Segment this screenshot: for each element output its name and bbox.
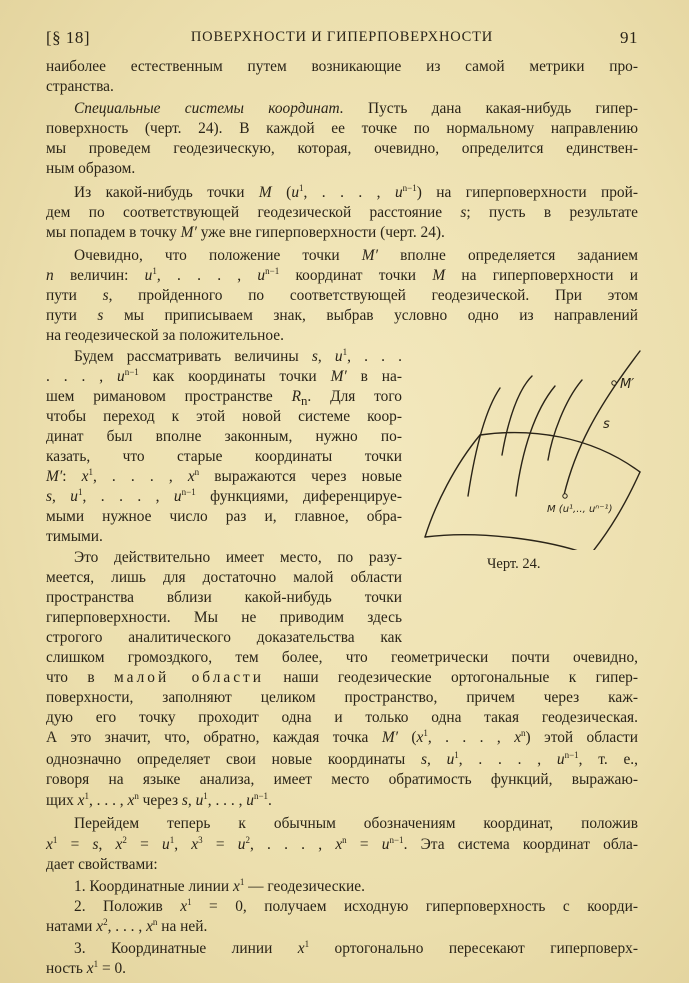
- text-line: . . . , $u^{n-1}$ как координаты точки M′ в на-: [46, 367, 403, 385]
- text-line: шем римановом пространстве $R_n$. Для того: [46, 388, 402, 409]
- geodesic-line-3: [516, 386, 555, 496]
- hypersurface-left-edge: [425, 435, 480, 537]
- running-header: [46, 28, 638, 50]
- text-line: щих $x^1$, . . . , $x^n$ через s, $u^1$, . . . , $u^{n-1}$.: [46, 791, 272, 809]
- text-line: пространства вблизи какой-нибудь точки: [46, 589, 402, 606]
- text-line: поверхности, заполняют целиком пространство, причем через каж-: [46, 689, 638, 706]
- text-line: Очевидно, что положение точки M′ вполне определяется заданием: [74, 247, 638, 264]
- running-title: ПОВЕРХНОСТИ И ГИПЕРПОВЕРХНОСТИ: [190, 29, 494, 45]
- point-M-prime: [612, 381, 616, 385]
- text-line: однозначно определяет свои новые координаты s, $u^1$, . . . , $u^{n-1}$, т. е.,: [46, 750, 638, 768]
- text-line: на геодезической за положительное.: [46, 327, 284, 344]
- text-line: Будем рассматривать величины s, $u^1$, . . .: [74, 347, 402, 365]
- text-line: $x^1 = s$, $x^2 = u^1$, $x^3 = u^2$, . . . , $x^n = u^{n-1}$. Эта система координат обла-: [46, 835, 638, 853]
- text-line: ность $x^1 = 0$.: [46, 959, 127, 977]
- text-line: 1. Координатные линии $x^1$ — геодезические.: [74, 877, 365, 895]
- text-line: Из какой-нибудь точки M ($u^1$, . . . , $u^{n-1}$) на гиперповерхности прой-: [74, 183, 638, 201]
- text-line: чтобы переход к этой новой системе коор-: [46, 408, 402, 425]
- label-s: s: [603, 417, 610, 432]
- text-line: M′: $x^1$, . . . , $x^n$ выражаются через новые: [46, 467, 402, 485]
- geodesic-line-4: [548, 380, 582, 460]
- text-line: пути s, пройденного по соответствующей геодезической. При этом: [46, 287, 638, 304]
- hypersurface-bottom-edge: [425, 535, 590, 550]
- text-line: меется, лишь для достаточно малой области: [46, 569, 402, 586]
- text-line: s, $u^1$, . . . , $u^{n-1}$ функциями, диференцируе-: [46, 487, 402, 505]
- text-line: говоря на языке анализа, имеет место обратимость функций, выражаю-: [46, 771, 638, 788]
- text-line: n величин: $u^1$, . . . , $u^{n-1}$ координат точки M на гиперповерхности и: [46, 266, 638, 284]
- text-line: странства.: [46, 78, 114, 95]
- hypersurface-top-edge: [480, 433, 640, 472]
- figure-caption: Черт. 24.: [487, 556, 541, 572]
- text-line: 2. Положив $x^1 = 0$, получаем исходную гиперповерхность с коорди-: [74, 897, 638, 915]
- text-line: дую его точку проходит одна и только одна такая геодезическая.: [46, 709, 638, 726]
- label-M: M (u¹,.., uⁿ⁻¹): [547, 504, 613, 515]
- figure-24-diagram: [410, 290, 650, 550]
- text-line: что в малой области наши геодезические ортогональные к гипер-: [46, 669, 639, 686]
- text-line: пути s мы приписываем знак, выбрав условно одно из направлений: [46, 307, 638, 324]
- text-line: слишком громоздкого, тем более, что геометрически почти очевидно,: [46, 649, 638, 666]
- text-line: мы попадем в точку M′ уже вне гиперповерхности (черт. 24).: [46, 224, 445, 241]
- text-line: Перейдем теперь к обычным обозначениям координат, положив: [74, 815, 638, 832]
- text-line: казать, что старые координаты точки: [46, 448, 402, 465]
- text-line: динат был вполне законным, нужно по-: [46, 428, 402, 445]
- text-line: мыми нужное число раз и, главное, обра-: [46, 508, 402, 525]
- section-number: [§ 18]: [46, 28, 91, 47]
- text-line: дем по соответствующей геодезической расстояние s; пусть в результате: [46, 204, 638, 221]
- page-number: 91: [620, 28, 638, 47]
- text-line: гиперповерхности. Мы не приводим здесь: [46, 609, 402, 626]
- text-line: Специальные системы координат. Пусть дана какая-нибудь гипер-: [74, 100, 638, 117]
- text-line: ным образом.: [46, 160, 136, 177]
- label-M-prime: M′: [620, 377, 635, 392]
- text-line: дает свойствами:: [46, 856, 158, 873]
- text-line: А это значит, что, обратно, каждая точка M′ ($x^1$, . . . , $x^n$) этой области: [46, 728, 639, 746]
- text-line: Это действительно имеет место, по разу-: [74, 549, 402, 566]
- geodesic-line-through-M: [564, 351, 640, 495]
- text-line: мы проведем геодезическую, которая, очевидно, определится единствен-: [46, 140, 638, 157]
- geodesic-line-2: [502, 376, 532, 455]
- text-line: натами $x^2$, . . . , $x^n$ на ней.: [46, 917, 208, 935]
- text-line: поверхность (черт. 24). В каждой ее точке по нормальному направлению: [46, 120, 638, 137]
- text-line: тимыми.: [46, 528, 103, 545]
- geodesic-line-1: [468, 388, 500, 496]
- point-M: [563, 494, 567, 498]
- text-line: наиболее естественным путем возникающие из самой метрики про-: [46, 58, 638, 75]
- text-line: строгого аналитического доказательства как: [46, 629, 402, 646]
- text-line: 3. Координатные линии $x^1$ ортогонально пересекают гиперповерх-: [74, 939, 638, 957]
